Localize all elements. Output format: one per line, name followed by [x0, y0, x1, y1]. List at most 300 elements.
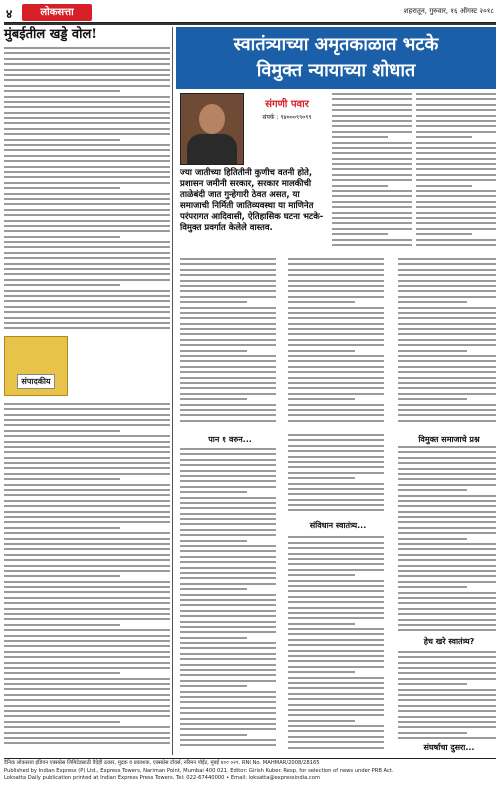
text-line	[288, 393, 384, 395]
text-line	[180, 382, 276, 384]
text-line	[398, 651, 496, 653]
text-line	[180, 701, 276, 703]
text-line	[398, 366, 496, 368]
text-line	[4, 198, 170, 200]
text-line	[398, 678, 496, 680]
text-line	[180, 263, 276, 265]
text-line	[416, 190, 496, 192]
text-line	[4, 511, 170, 513]
text-line	[4, 532, 170, 534]
text-line	[288, 607, 384, 609]
text-line	[4, 52, 170, 54]
text-line	[398, 371, 496, 373]
text-line	[288, 323, 384, 325]
text-line	[180, 680, 276, 682]
text-line	[4, 543, 170, 545]
text-line	[332, 222, 412, 224]
text-line	[4, 478, 120, 480]
brand-logo: लोकसत्ता	[22, 4, 92, 21]
text-line	[416, 115, 496, 117]
text-line	[180, 691, 276, 693]
text-line	[288, 542, 384, 544]
text-line	[288, 504, 384, 506]
text-line	[416, 147, 496, 149]
imprint-footer	[4, 758, 496, 793]
text-line	[288, 420, 384, 422]
author-phone: संपर्क : ९४०००९९०९९	[262, 114, 312, 121]
text-line	[4, 516, 170, 518]
text-line	[4, 726, 170, 728]
text-line	[4, 414, 170, 416]
text-line	[398, 377, 496, 379]
text-line	[332, 98, 412, 100]
text-line	[4, 273, 170, 275]
text-line	[332, 104, 412, 106]
text-line	[288, 623, 355, 625]
text-line	[4, 230, 170, 232]
text-line	[332, 168, 412, 170]
text-line	[180, 513, 276, 515]
text-line	[180, 744, 276, 746]
text-line	[180, 550, 276, 552]
text-line	[398, 629, 496, 631]
text-line	[288, 585, 384, 587]
text-line	[4, 651, 170, 653]
text-line	[398, 285, 496, 287]
text-line	[180, 604, 276, 606]
text-line	[332, 125, 412, 127]
text-line	[398, 613, 496, 615]
text-line	[4, 451, 170, 453]
imprint-line-1: दैनिक लोकसत्ता इंडियन एक्सप्रेस लिमिटेडसाठी वैदेही ठकार, मुद्रक व प्रकाशक, एक्सप्रेस टॉवर्स, नरिमन पॉईंट, मुंबई ४०० ०२१. RNI No. MAHMAR/2008/28165	[4, 760, 320, 766]
text-line	[4, 467, 170, 469]
text-line	[288, 596, 384, 598]
text-line	[416, 158, 496, 160]
text-line	[180, 350, 247, 352]
text-line	[288, 747, 384, 749]
text-line	[4, 403, 170, 405]
text-line	[288, 547, 384, 549]
text-line	[4, 236, 120, 238]
text-line	[398, 565, 496, 567]
text-line	[4, 300, 170, 302]
text-line	[4, 176, 170, 178]
text-line	[180, 280, 276, 282]
text-line	[416, 168, 496, 170]
text-line	[180, 507, 276, 509]
text-line	[4, 112, 170, 114]
text-line	[4, 591, 170, 593]
text-line	[180, 497, 276, 499]
text-line	[180, 290, 276, 292]
text-line	[180, 366, 276, 368]
text-line	[416, 152, 496, 154]
text-line	[416, 233, 472, 235]
text-line	[416, 239, 496, 241]
text-line	[288, 333, 384, 335]
subhead-5: संघर्षाचा दुसरा...	[423, 743, 475, 752]
text-line	[332, 109, 412, 111]
text-line	[288, 725, 384, 727]
text-line	[288, 274, 384, 276]
text-line	[180, 728, 276, 730]
subhead-4: हेच खरे स्वातंत्र्य?	[423, 637, 475, 646]
text-line	[288, 285, 384, 287]
author-shirt	[187, 134, 237, 164]
text-line	[4, 419, 170, 421]
text-line	[4, 133, 170, 135]
text-line	[180, 669, 276, 671]
text-line	[332, 152, 412, 154]
text-line	[288, 682, 384, 684]
text-line	[288, 590, 384, 592]
text-line	[180, 734, 247, 736]
text-line	[4, 710, 170, 712]
text-line	[4, 187, 120, 189]
author-byline	[246, 96, 328, 121]
text-line	[4, 220, 170, 222]
text-line	[398, 521, 496, 523]
text-line	[180, 599, 276, 601]
text-line	[180, 642, 276, 644]
text-line	[398, 339, 496, 341]
text-line	[332, 174, 412, 176]
text-line	[4, 327, 170, 329]
text-line	[416, 244, 496, 246]
text-line	[416, 195, 496, 197]
text-line	[398, 667, 496, 669]
text-line	[4, 575, 120, 577]
text-line	[288, 377, 384, 379]
text-line	[180, 621, 276, 623]
text-line	[4, 58, 170, 60]
text-line	[288, 269, 384, 271]
text-line	[180, 712, 276, 714]
text-line	[180, 696, 276, 698]
text-line	[288, 263, 384, 265]
text-line	[332, 147, 412, 149]
main-article-column-4	[288, 258, 384, 428]
text-line	[4, 69, 170, 71]
text-line	[4, 548, 170, 550]
text-line	[398, 543, 496, 545]
text-line	[288, 312, 384, 314]
text-line	[4, 667, 170, 669]
text-line	[398, 511, 496, 513]
text-line	[4, 570, 170, 572]
text-line	[288, 414, 384, 416]
text-line	[4, 209, 170, 211]
page-number: ४	[6, 7, 13, 21]
text-line	[180, 491, 247, 493]
text-line	[4, 613, 170, 615]
text-line	[180, 393, 276, 395]
text-line	[416, 174, 496, 176]
text-line	[398, 705, 496, 707]
text-line	[4, 581, 170, 583]
text-line	[180, 653, 276, 655]
text-line	[398, 355, 496, 357]
text-line	[332, 206, 412, 208]
text-line	[288, 509, 384, 511]
text-line	[4, 441, 170, 443]
editorial-badge-label: संपादकीय	[17, 374, 54, 389]
text-line	[398, 662, 496, 664]
text-line	[180, 664, 276, 666]
text-line	[180, 459, 276, 461]
text-line	[180, 561, 276, 563]
text-line	[288, 434, 384, 436]
text-line	[398, 619, 496, 621]
text-line	[398, 269, 496, 271]
text-line	[398, 694, 496, 696]
text-line	[288, 677, 384, 679]
text-line	[288, 439, 384, 441]
text-line	[398, 721, 496, 723]
text-line	[4, 166, 170, 168]
main-headline-line2: विमुक्त न्यायाच्या शोधात	[256, 60, 416, 81]
subhead-3: विमुक्त समाजाचे प्रश्न	[418, 435, 480, 444]
text-line	[4, 117, 170, 119]
text-line	[398, 716, 496, 718]
text-line	[4, 602, 170, 604]
text-line	[416, 120, 496, 122]
text-line	[180, 723, 276, 725]
text-line	[4, 322, 170, 324]
text-line	[4, 732, 170, 734]
text-line	[416, 98, 496, 100]
text-line	[332, 190, 412, 192]
text-line	[398, 290, 496, 292]
text-line	[398, 258, 496, 260]
text-line	[288, 639, 384, 641]
text-line	[4, 457, 170, 459]
text-line	[398, 478, 496, 480]
subhead-2: संविधान स्वातंत्र्य...	[309, 521, 367, 530]
text-line	[416, 201, 496, 203]
text-line	[398, 307, 496, 309]
text-line	[180, 285, 276, 287]
text-line	[332, 179, 412, 181]
text-line	[288, 720, 355, 722]
text-line	[4, 155, 170, 157]
text-line	[332, 142, 412, 144]
text-line	[398, 516, 496, 518]
text-line	[180, 529, 276, 531]
text-line	[288, 693, 384, 695]
text-line	[288, 409, 384, 411]
text-line	[4, 694, 170, 696]
text-line	[398, 732, 467, 734]
text-line	[398, 404, 496, 406]
text-line	[332, 244, 412, 246]
text-line	[180, 301, 247, 303]
text-line	[332, 233, 388, 235]
text-line	[180, 269, 276, 271]
text-line	[4, 699, 170, 701]
text-line	[288, 355, 384, 357]
text-line	[180, 588, 247, 590]
text-line	[288, 344, 384, 346]
text-line	[398, 451, 496, 453]
text-line	[180, 409, 276, 411]
text-line	[180, 398, 247, 400]
text-line	[398, 527, 496, 529]
text-line	[4, 85, 170, 87]
text-line	[180, 647, 276, 649]
author-photo	[180, 93, 244, 165]
text-line	[398, 263, 496, 265]
text-line	[180, 486, 276, 488]
text-line	[180, 464, 276, 466]
text-line	[4, 737, 170, 739]
text-line	[4, 742, 170, 744]
main-article-column-1	[332, 93, 412, 253]
text-line	[288, 317, 384, 319]
text-line	[180, 470, 276, 472]
text-line	[416, 222, 496, 224]
text-line	[288, 666, 384, 668]
text-line	[288, 736, 384, 738]
text-line	[180, 371, 276, 373]
text-line	[332, 163, 412, 165]
text-line	[288, 328, 384, 330]
text-line	[288, 290, 384, 292]
text-line	[180, 523, 276, 525]
text-line	[4, 494, 170, 496]
text-line	[416, 131, 496, 133]
text-line	[288, 741, 384, 743]
text-line	[288, 687, 384, 689]
text-line	[4, 629, 170, 631]
text-line	[332, 136, 388, 138]
text-line	[180, 707, 276, 709]
text-line	[398, 457, 496, 459]
text-line	[398, 473, 496, 475]
text-line	[4, 527, 120, 529]
text-line	[398, 737, 496, 739]
text-line	[288, 483, 384, 485]
text-line	[288, 456, 384, 458]
text-line	[398, 484, 496, 486]
text-line	[4, 505, 170, 507]
text-line	[180, 577, 276, 579]
text-line	[288, 628, 384, 630]
text-line	[288, 371, 384, 373]
text-line	[180, 631, 276, 633]
text-line	[4, 656, 170, 658]
text-line	[180, 718, 276, 720]
text-line	[180, 274, 276, 276]
text-line	[180, 296, 276, 298]
text-line	[4, 586, 170, 588]
text-line	[398, 559, 496, 561]
text-line	[398, 360, 496, 362]
text-line	[398, 446, 496, 448]
text-line	[4, 317, 170, 319]
main-article-column-2	[416, 93, 496, 253]
text-line	[398, 575, 496, 577]
text-line	[180, 626, 276, 628]
text-line	[288, 280, 384, 282]
text-line	[398, 280, 496, 282]
text-line	[288, 398, 355, 400]
text-line	[180, 518, 276, 520]
text-line	[180, 453, 276, 455]
text-line	[180, 545, 276, 547]
text-line	[398, 468, 496, 470]
subhead-1: पान १ वरुन...	[208, 435, 252, 444]
text-line	[180, 317, 276, 319]
text-line	[288, 563, 384, 565]
text-line	[180, 258, 276, 260]
text-line	[4, 446, 170, 448]
text-line	[398, 570, 496, 572]
text-line	[180, 323, 276, 325]
text-line	[288, 382, 384, 384]
text-line	[398, 393, 496, 395]
text-line	[180, 540, 247, 542]
text-line	[398, 414, 496, 416]
text-line	[398, 420, 496, 422]
text-line	[4, 559, 170, 561]
text-line	[180, 404, 276, 406]
text-line	[416, 217, 496, 219]
text-line	[180, 420, 276, 422]
text-line	[288, 493, 384, 495]
text-line	[180, 594, 276, 596]
main-article-column-5	[398, 258, 496, 428]
text-line	[4, 106, 170, 108]
text-line	[398, 689, 496, 691]
text-line	[332, 120, 412, 122]
text-line	[180, 414, 276, 416]
text-line	[398, 495, 496, 497]
text-line	[180, 475, 276, 477]
text-line	[4, 311, 170, 313]
column-divider	[172, 27, 173, 755]
text-line	[180, 658, 276, 660]
text-line	[288, 472, 384, 474]
text-line	[288, 296, 384, 298]
imprint-line-2: Published by Indian Express (P) Ltd., Express Towers, Nariman Point, Mumbai 400 021. Editor: Girish Kuber. Resp. for selection of news under PRB Act.	[4, 767, 394, 774]
text-line	[332, 201, 412, 203]
main-article-column-6	[180, 448, 276, 754]
text-line	[4, 538, 170, 540]
text-line	[180, 637, 247, 639]
text-line	[398, 538, 467, 540]
text-line	[288, 366, 384, 368]
text-line	[288, 704, 384, 706]
text-line	[288, 644, 384, 646]
text-line	[332, 158, 412, 160]
text-line	[180, 307, 276, 309]
text-line	[4, 489, 170, 491]
text-line	[288, 536, 384, 538]
text-line	[398, 505, 496, 507]
text-line	[180, 685, 247, 687]
text-line	[398, 699, 496, 701]
text-line	[180, 333, 276, 335]
left-article	[4, 27, 170, 755]
text-line	[4, 678, 170, 680]
text-line	[4, 473, 170, 475]
text-line	[398, 312, 496, 314]
text-line	[398, 710, 496, 712]
text-line	[4, 144, 170, 146]
text-line	[398, 398, 467, 400]
text-line	[4, 484, 170, 486]
